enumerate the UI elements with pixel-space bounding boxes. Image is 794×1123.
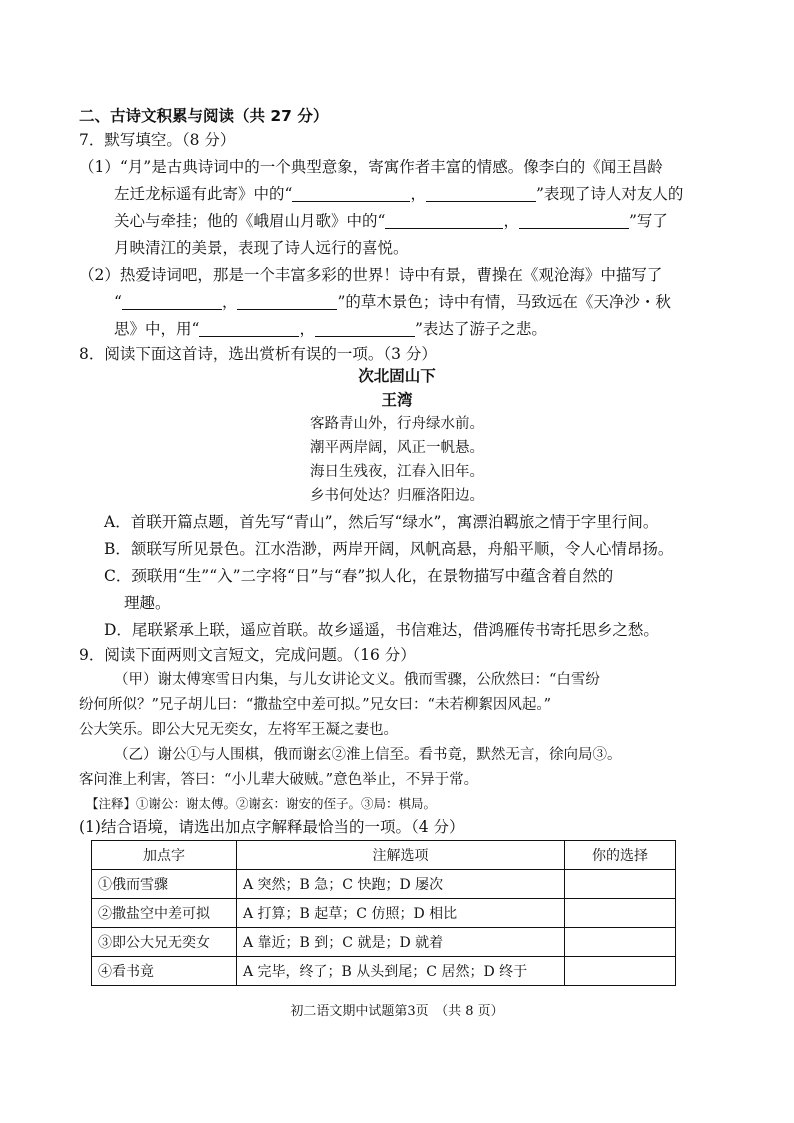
- q7-p2-line3: [114, 317, 547, 339]
- table-cell-options: A 突然；B 急；C 快跑；D 屡次: [237, 870, 565, 899]
- table-cell-options: A 靠近；B 到；C 就是；D 就着: [237, 928, 565, 957]
- q7-p2-line2: [114, 290, 671, 312]
- poem-author: 王湾: [381, 391, 413, 409]
- table-row: [92, 870, 676, 899]
- q7-p1-line2: [114, 182, 683, 204]
- table-row: [92, 957, 676, 986]
- table-header: 加点字: [92, 841, 237, 870]
- q9-jia-line3: 公大笑乐。即公大兄无奕女，左将军王凝之妻也。: [79, 722, 398, 738]
- q9-title: 9．阅读下面两则文言短文，完成问题。（16 分）: [79, 646, 416, 664]
- q9-yi-line1: （乙）谢公①与人围棋，俄而谢玄②淮上信至。看书竟，默然无言，徐向局③。: [114, 747, 622, 763]
- table-header: 你的选择: [565, 841, 676, 870]
- poem-line: 乡书何处达？归雁洛阳边。: [310, 488, 484, 504]
- answer-blank[interactable]: [237, 293, 337, 310]
- q7-p1-line3: [114, 209, 668, 231]
- answer-blank[interactable]: [385, 212, 503, 229]
- q7-p1-line4: 月映清江的美景，表现了诗人远行的喜悦。: [114, 239, 409, 257]
- answer-blank[interactable]: [519, 212, 629, 229]
- q7-p1-l3-text-a: 关心与牵挂；他的《峨眉山月歌》中的“: [114, 212, 386, 230]
- table-header: 注解选项: [237, 841, 565, 870]
- answer-blank[interactable]: [199, 320, 299, 337]
- q8-option-a: A．首联开篇点题，首先写“青山”，然后写“绿水”，寓漂泊羁旅之情于字里行间。: [104, 513, 659, 531]
- answer-blank[interactable]: [426, 185, 536, 202]
- q9-jia-line1: （甲）谢太傅寒雪日内集，与儿女讲论文义。俄而雪骤，公欣然曰：“白雪纷: [114, 672, 600, 688]
- answer-blank[interactable]: [315, 320, 415, 337]
- table-cell-choice[interactable]: [565, 957, 676, 986]
- q7-p1-l2-text-a: 左迁龙标遥有此寄》中的“: [114, 185, 293, 203]
- q7-p2-l3-text-a: 思》中，用“: [114, 320, 200, 338]
- q7-p2-l3-text-c: ”表达了游子之悲。: [414, 320, 547, 338]
- table-cell-choice[interactable]: [565, 899, 676, 928]
- answer-blank[interactable]: [122, 293, 222, 310]
- q7-title: 7．默写填空。（8 分）: [79, 131, 236, 149]
- q7-p1-line1: （1）“月”是古典诗词中的一个典型意象，寄寓作者丰富的情感。像李白的《闻王昌龄: [79, 158, 663, 176]
- q9-jia-line2: 纷何所似？”兄子胡儿曰：“撒盐空中差可拟。”兄女曰：“未若柳絮因风起。”: [79, 697, 552, 713]
- table-cell-options: A 完毕，终了；B 从头到尾；C 居然；D 终于: [237, 957, 565, 986]
- q7-p2-l2-text-b: ，: [221, 293, 238, 311]
- q9-sub1: (1)结合语境，请选出加点字解释最恰当的一项。（4 分）: [79, 818, 465, 836]
- answer-blank[interactable]: [292, 185, 410, 202]
- poem-line: 潮平两岸阔，风正一帆悬。: [310, 440, 484, 456]
- q9-note: 【注释】①谢公：谢太傅。②谢玄：谢安的侄子。③局：棋局。: [86, 796, 437, 811]
- q9-yi-line2: 客问淮上利害，答曰：“小儿辈大破贼。”意色举止，不异于常。: [79, 772, 479, 788]
- q7-p1-l2-text-c: ”表现了诗人对友人的: [535, 185, 684, 203]
- table-cell-word: ②撒盐空中差可拟: [92, 899, 237, 928]
- table-cell-options: A 打算；B 起草；C 仿照；D 相比: [237, 899, 565, 928]
- q7-p2-l2-text-c: ”的草木景色；诗中有情，马致远在《天净沙・秋: [337, 293, 671, 311]
- q7-p2-l3-text-b: ，: [299, 320, 315, 338]
- poem-line: 客路青山外，行舟绿水前。: [310, 416, 484, 432]
- poem-title: 次北固山下: [358, 367, 436, 385]
- vocab-table: [91, 840, 676, 986]
- page-footer: 初二语文期中试题第3页 （共 8 页）: [290, 1004, 504, 1019]
- table-row: [92, 899, 676, 928]
- q8-title: 8．阅读下面这首诗，选出赏析有误的一项。（3 分）: [79, 345, 437, 363]
- table-row: [92, 928, 676, 957]
- table-cell-word: ④看书竟: [92, 957, 237, 986]
- q8-option-d: D．尾联紧承上联，遥应首联。故乡遥遥，书信难达，借鸿雁传书寄托思乡之愁。: [104, 621, 659, 639]
- q7-p1-l2-text-b: ，: [410, 185, 426, 203]
- table-header-row: [92, 841, 676, 870]
- table-cell-choice[interactable]: [565, 928, 676, 957]
- q7-p2-l2-text-a: “: [114, 293, 122, 311]
- table-cell-word: ①俄而雪骤: [92, 870, 237, 899]
- table-cell-choice[interactable]: [565, 870, 676, 899]
- q8-option-c: C．颈联用“生”“入”二字将“日”与“春”拟人化，在景物描写中蕴含着自然的: [104, 567, 614, 585]
- q7-p1-l3-text-c: ”写了: [628, 212, 668, 230]
- q8-option-b: B．颔联写所见景色。江水浩渺，两岸开阔，风帆高悬，舟船平顺，令人心情昂扬。: [104, 540, 674, 558]
- table-cell-word: ③即公大兄无奕女: [92, 928, 237, 957]
- q7-p1-l3-text-b: ，: [503, 212, 519, 230]
- q8-option-c-cont: 理趣。: [124, 594, 171, 612]
- poem-line: 海日生残夜，江春入旧年。: [310, 464, 484, 480]
- section-title: 二、古诗文积累与阅读（共 27 分）: [79, 107, 329, 125]
- q7-p2-line1: （2）热爱诗词吧，那是一个丰富多彩的世界！诗中有景，曹操在《观沧海》中描写了: [79, 266, 663, 284]
